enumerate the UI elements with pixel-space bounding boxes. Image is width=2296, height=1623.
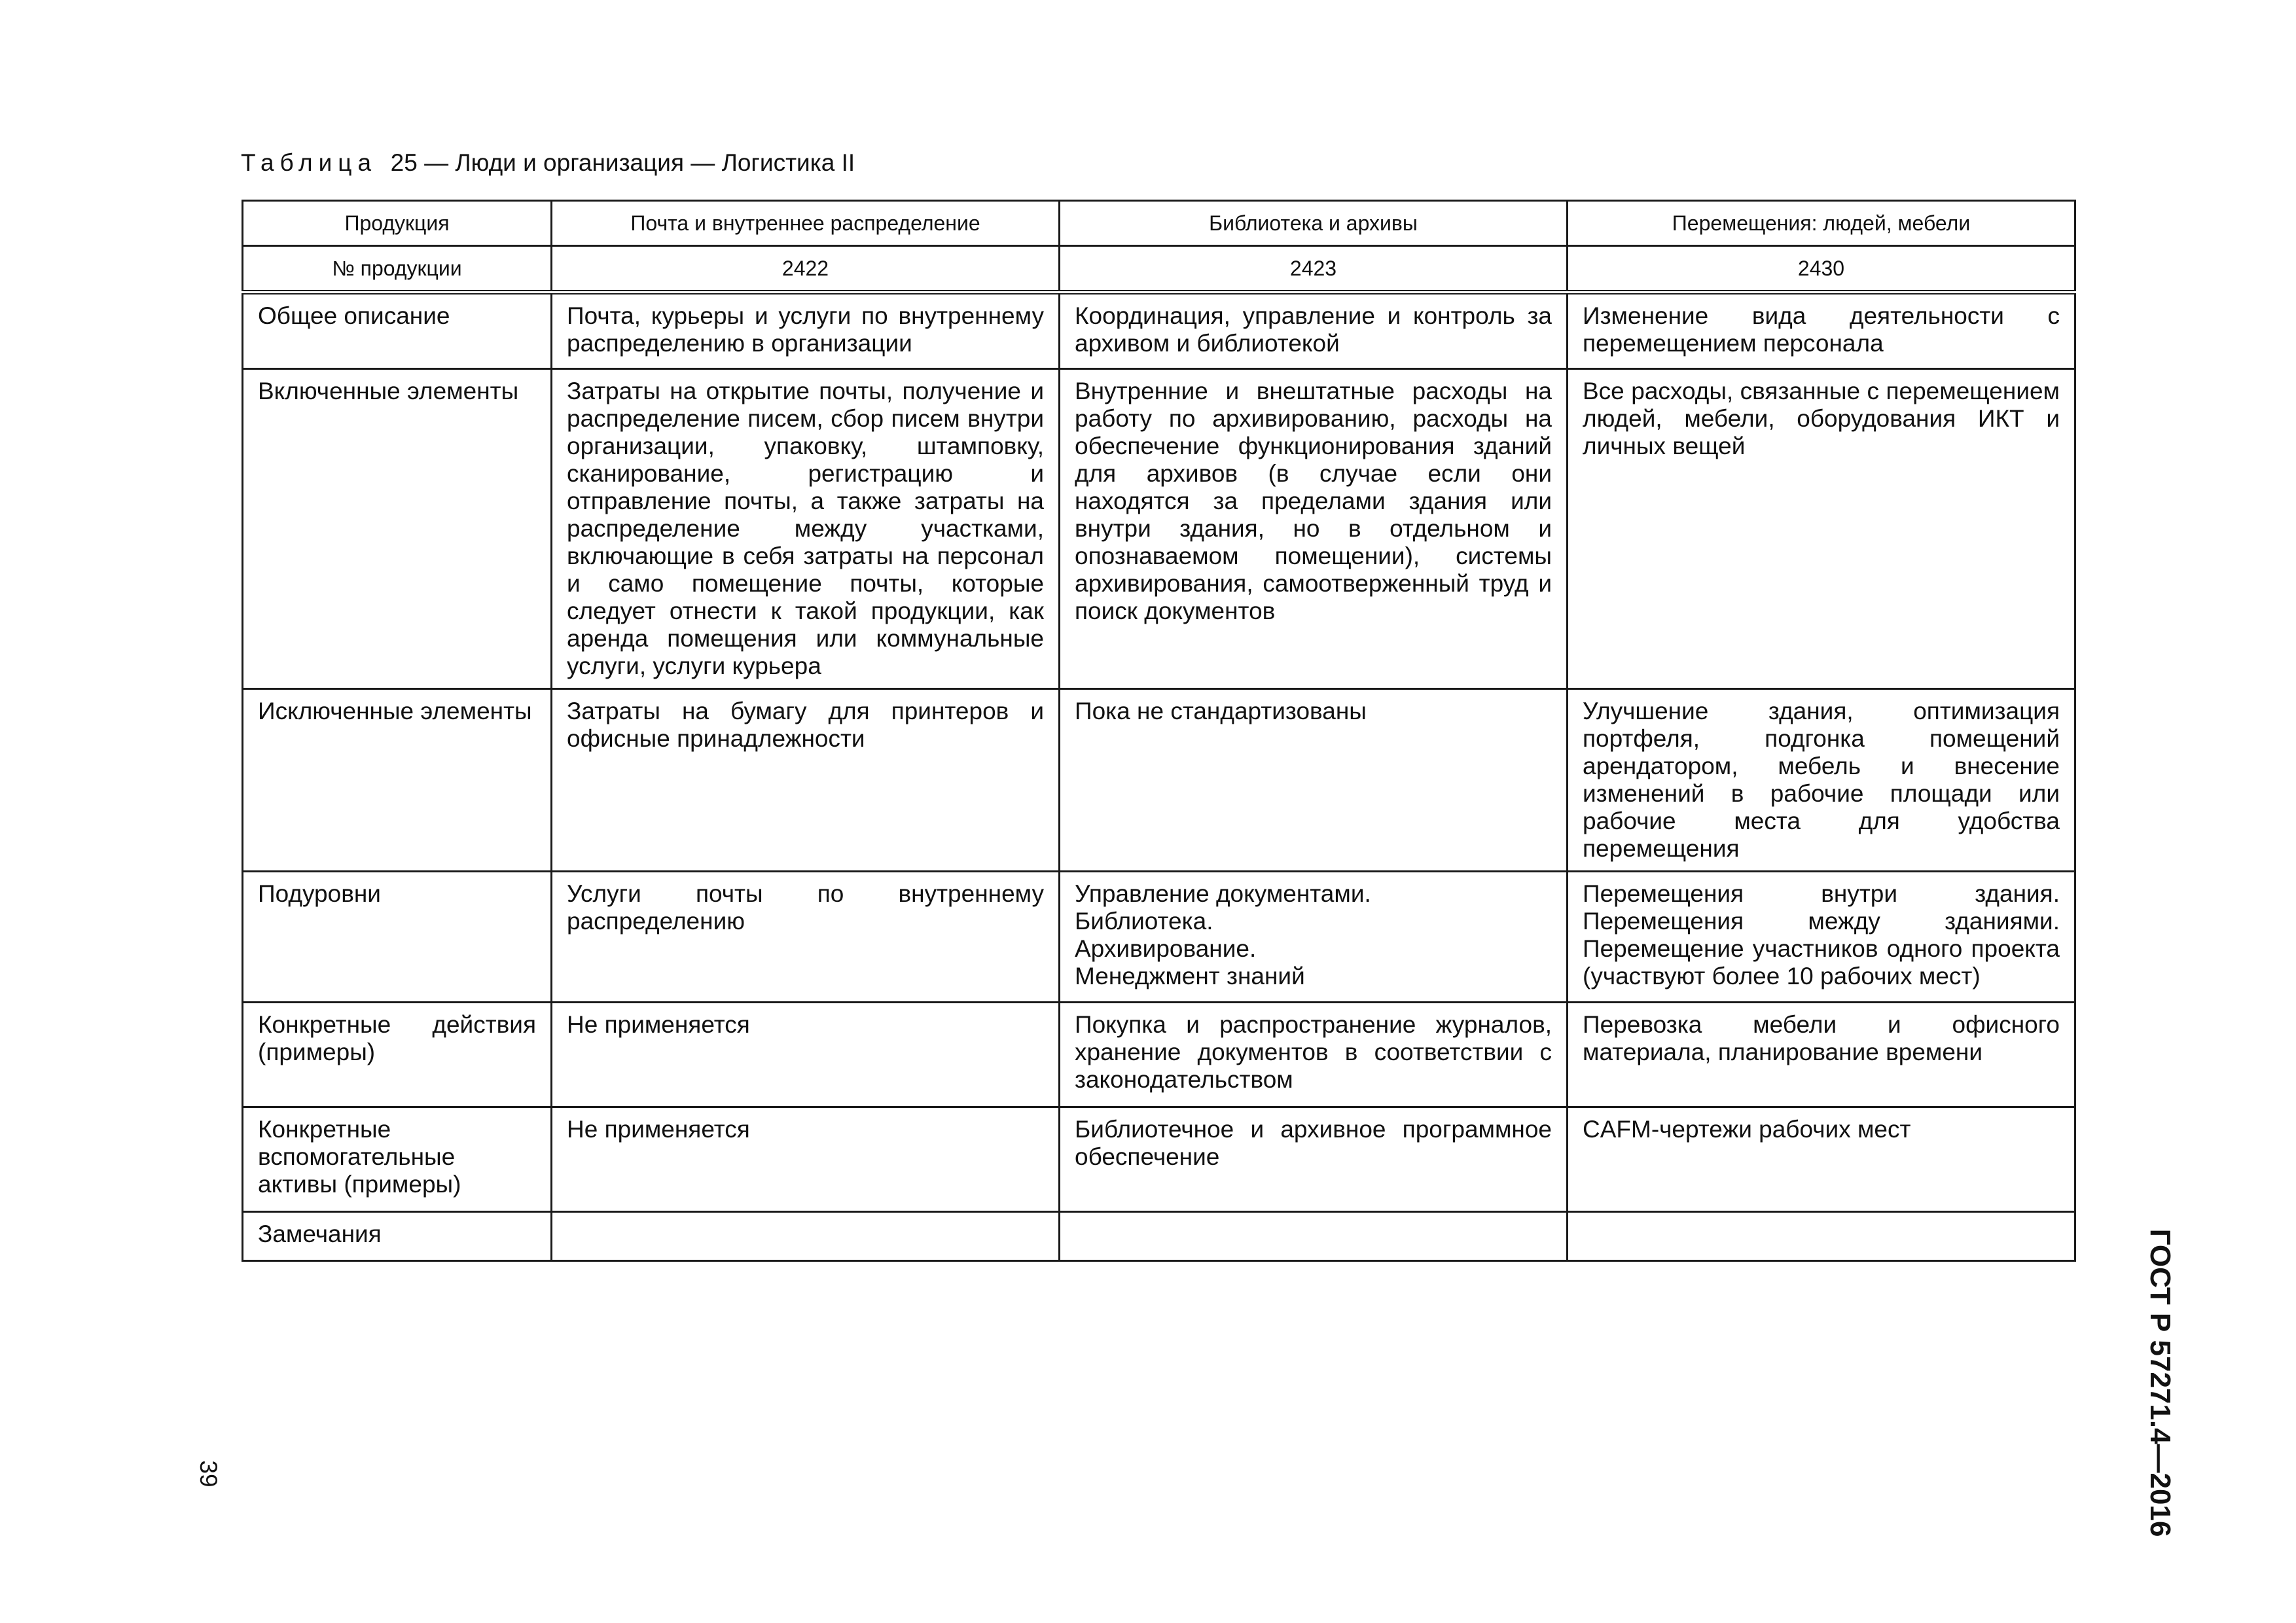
header-column: Перемещения: людей, мебели: [1568, 201, 2075, 246]
table-cell: Перемещения внутри здания. Перемещения между зданиями. Перемещение участников одного проекта (участвуют более 10 рабочих мест): [1568, 872, 2075, 1003]
number-row: [243, 246, 2075, 293]
table-caption: [241, 148, 855, 178]
row-label: Включенные элементы: [243, 369, 552, 689]
table-row: [243, 369, 2075, 689]
table-cell: Библиотечное и архивное программное обеспечение: [1060, 1107, 1568, 1212]
table-row: [243, 1212, 2075, 1261]
table-cell: Затраты на открытие почты, получение и распределение писем, сбор писем внутри организации, упаковку, штамповку, сканирование, регистрацию и отправление почты, а также затраты на распределение между участками, включающие в себя затраты на персонал и само помещение почты, которые следует отнести к такой продукции, как аренда помещения или коммунальные услуги, услуги курьера: [552, 369, 1060, 689]
table-cell: Внутренние и внештатные расходы на работу по архивированию, расходы на обеспечение функционирования зданий для архивов (в случае если они находятся за пределами здания или внутри здания, но в отдельном и опознаваемом помещении), системы архивирования, самоотверженный труд и поиск документов: [1060, 369, 1568, 689]
table-cell: Покупка и распространение журналов, хранение документов в соответствии с законодательством: [1060, 1003, 1568, 1107]
table-cell: Координация, управление и контроль за архивом и библиотекой: [1060, 293, 1568, 369]
row-label: Подуровни: [243, 872, 552, 1003]
table-cell: Почта, курьеры и услуги по внутреннему распределению в организации: [552, 293, 1060, 369]
row-label: Конкретные вспомогательные активы (примеры): [243, 1107, 552, 1212]
table-cell: Перевозка мебели и офисного материала, планирование времени: [1568, 1003, 2075, 1107]
header-column: Почта и внутреннее распределение: [552, 201, 1060, 246]
header-column: Библиотека и архивы: [1060, 201, 1568, 246]
product-number: 2423: [1060, 246, 1568, 293]
table-caption-text: 25 — Люди и организация — Логистика II: [390, 149, 855, 176]
data-table: [242, 200, 2076, 1262]
product-number: 2430: [1568, 246, 2075, 293]
table-row: [243, 689, 2075, 872]
table-row: [243, 1107, 2075, 1212]
row-label: Замечания: [243, 1212, 552, 1261]
document-code: ГОСТ Р 57271.4—2016: [2144, 1228, 2176, 1537]
table-cell: Пока не стандартизованы: [1060, 689, 1568, 872]
table-caption-prefix: Таблица: [241, 149, 378, 176]
table-cell: [552, 1212, 1060, 1261]
header-row: [243, 201, 2075, 246]
sublevel-line: Менеджмент знаний: [1075, 963, 1305, 990]
number-row-label: № продукции: [243, 246, 552, 293]
row-label: Общее описание: [243, 293, 552, 369]
sublevel-line: Управление документами.: [1075, 880, 1371, 907]
table-cell: Улучшение здания, оптимизация портфеля, подгонка помещений арендатором, мебель и внесение изменений в рабочие площади или рабочие места для удобства перемещения: [1568, 689, 2075, 872]
header-label: Продукция: [243, 201, 552, 246]
product-number: 2422: [552, 246, 1060, 293]
table-row: [243, 293, 2075, 369]
table-cell: [1568, 1212, 2075, 1261]
sublevel-line: Библиотека.: [1075, 908, 1213, 935]
table-row: [243, 1003, 2075, 1107]
table-row: [243, 872, 2075, 1003]
table-cell: CAFM-чертежи рабочих мест: [1568, 1107, 2075, 1212]
table-cell: Затраты на бумагу для принтеров и офисные принадлежности: [552, 689, 1060, 872]
table-cell: [1060, 872, 1568, 1003]
row-label: Исключенные элементы: [243, 689, 552, 872]
table-cell: Не применяется: [552, 1003, 1060, 1107]
table-cell: Услуги почты по внутреннему распределению: [552, 872, 1060, 1003]
table-cell: [1060, 1212, 1568, 1261]
table-cell: Не применяется: [552, 1107, 1060, 1212]
table-cell: Изменение вида деятельности с перемещением персонала: [1568, 293, 2075, 369]
row-label: Конкретные действия (примеры): [243, 1003, 552, 1107]
table-cell: Все расходы, связанные с перемещением людей, мебели, оборудования ИКТ и личных вещей: [1568, 369, 2075, 689]
sublevel-line: Архивирование.: [1075, 935, 1257, 962]
page-number: 39: [195, 1460, 222, 1488]
